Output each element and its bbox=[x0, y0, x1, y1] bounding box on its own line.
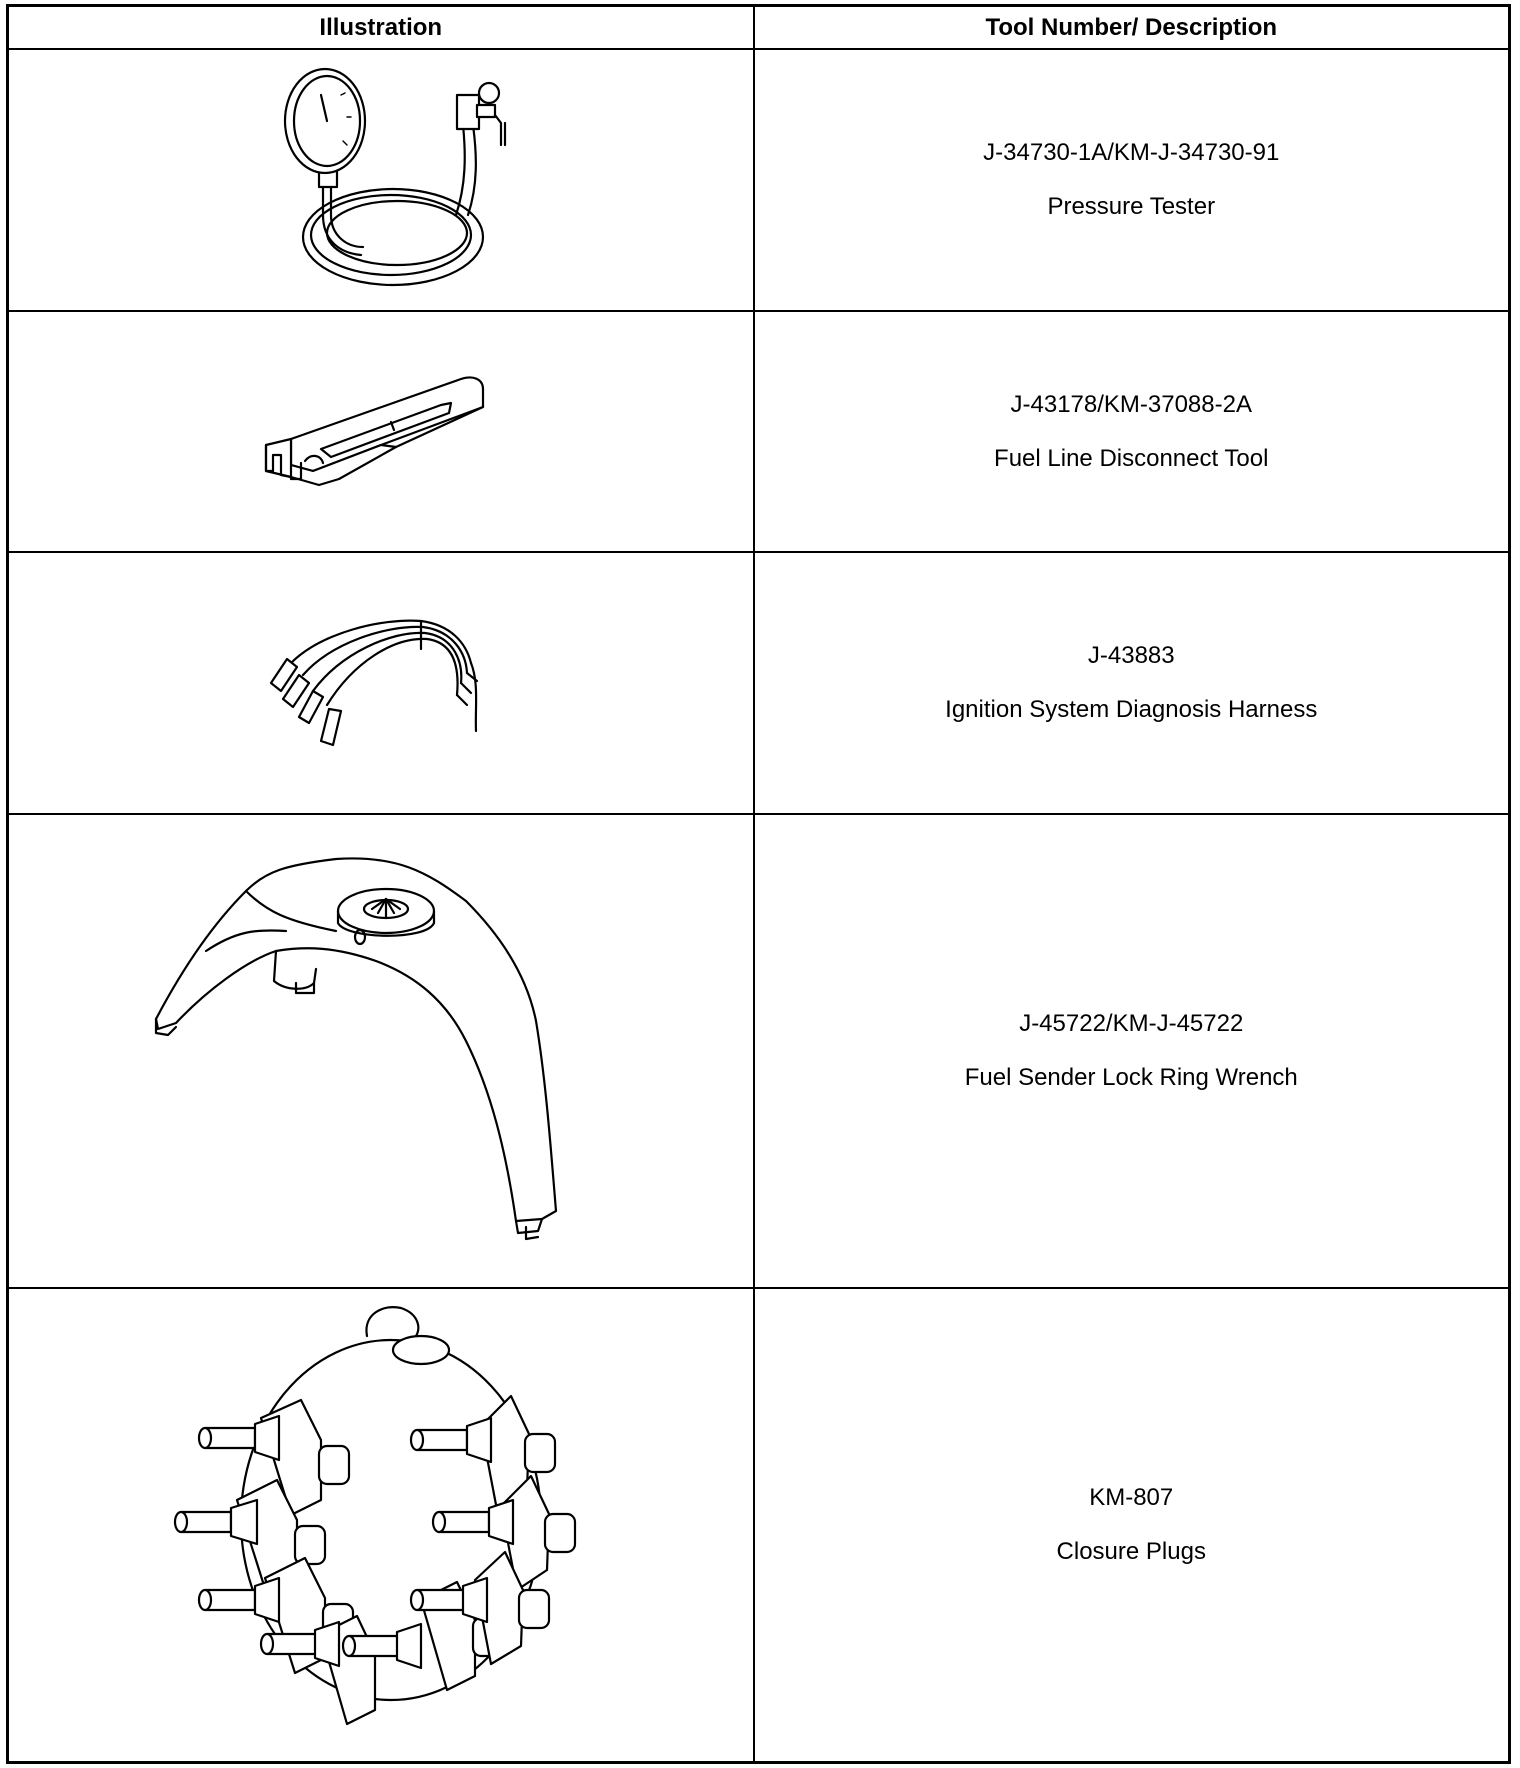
tool-description: Fuel Sender Lock Ring Wrench bbox=[964, 1064, 1298, 1091]
table-row bbox=[8, 49, 1510, 311]
tool-number: J-43178/KM-37088-2A bbox=[1010, 390, 1252, 418]
closure-plugs-icon bbox=[171, 1300, 591, 1750]
special-tools-table bbox=[6, 4, 1511, 1764]
table-header-row bbox=[8, 6, 1510, 50]
tool-description: Ignition System Diagnosis Harness bbox=[945, 696, 1318, 723]
illustration-cell bbox=[8, 311, 754, 552]
table-row bbox=[8, 814, 1510, 1288]
illustration-cell bbox=[8, 1288, 754, 1762]
header-tool-number-description: Tool Number/ Description bbox=[754, 6, 1510, 50]
illustration-cell bbox=[8, 814, 754, 1288]
illustration-cell bbox=[8, 552, 754, 814]
table-row bbox=[8, 552, 1510, 814]
tool-cell bbox=[754, 552, 1510, 814]
tool-description: Pressure Tester bbox=[1047, 193, 1216, 220]
tool-number: J-34730-1A/KM-J-34730-91 bbox=[983, 139, 1280, 166]
tool-description: Closure Plugs bbox=[1056, 1537, 1206, 1565]
fuel-line-disconnect-tool-icon bbox=[261, 367, 501, 497]
tool-number: KM-807 bbox=[1089, 1483, 1174, 1511]
tool-cell bbox=[754, 49, 1510, 311]
tool-number: J-45722/KM-J-45722 bbox=[1019, 1010, 1244, 1037]
table-row bbox=[8, 311, 1510, 552]
pressure-tester-icon bbox=[251, 65, 511, 295]
illustration-cell bbox=[8, 49, 754, 311]
header-illustration: Illustration bbox=[8, 6, 754, 50]
tool-cell bbox=[754, 814, 1510, 1288]
tool-number: J-43883 bbox=[1087, 642, 1175, 669]
tool-cell bbox=[754, 311, 1510, 552]
lock-ring-wrench-icon bbox=[146, 851, 616, 1251]
tool-description: Fuel Line Disconnect Tool bbox=[994, 444, 1269, 472]
tool-cell bbox=[754, 1288, 1510, 1762]
table-row bbox=[8, 1288, 1510, 1762]
ignition-harness-icon bbox=[261, 613, 501, 753]
